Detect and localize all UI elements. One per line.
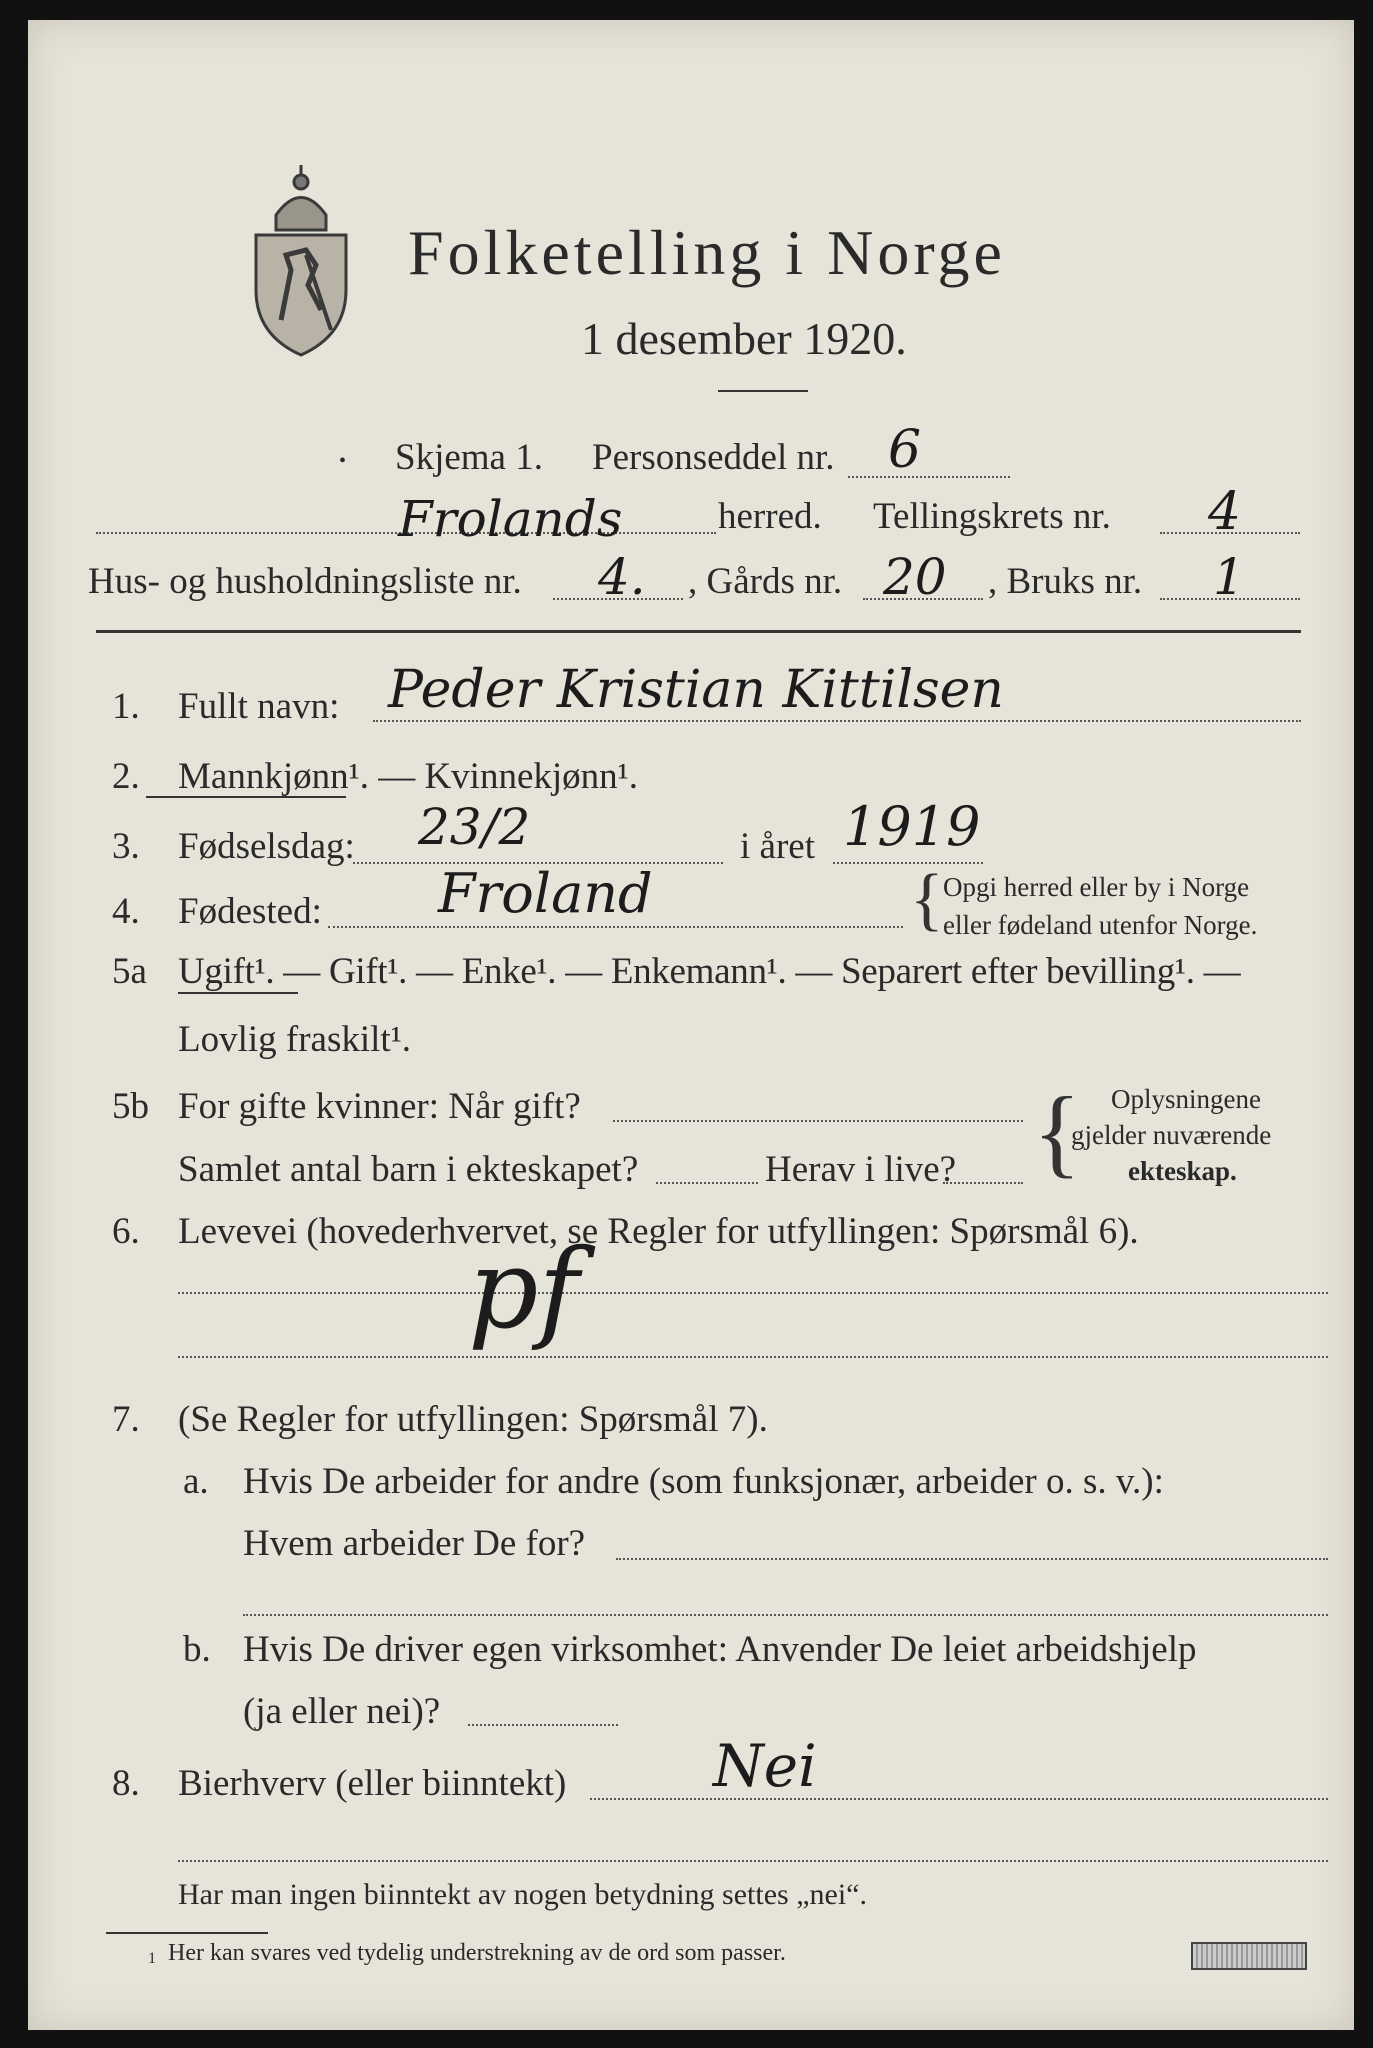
q3-year-line (833, 862, 983, 864)
skjema-label: Skjema 1. (395, 437, 543, 478)
birthplace-value: Froland (438, 862, 653, 925)
q7a-label: a. (183, 1461, 209, 1502)
q5b-line2b: Herav i live? (765, 1149, 957, 1190)
census-date: 1 desember 1920. (581, 313, 907, 364)
q4-note-line2: eller fødeland utenfor Norge. (943, 910, 1258, 940)
side-income-value: Nei (713, 1732, 817, 1800)
q6-number: 6. (112, 1211, 140, 1252)
q5b-number: 5b (112, 1086, 149, 1127)
q5b-note1: Oplysningene (1111, 1084, 1261, 1114)
q3-year-label: i året (740, 826, 815, 867)
title-divider (718, 390, 808, 392)
q2-gender-options: Mannkjønn¹. — Kvinnekjønn¹. (178, 756, 638, 797)
q7a-line2: Hvem arbeider De for? (243, 1523, 586, 1564)
q6-text: Levevei (hovederhvervet, se Regler for utfyllingen: Spørsmål 6). (178, 1211, 1139, 1252)
q7a-field2 (243, 1614, 1328, 1616)
printer-stamp (1191, 1942, 1307, 1970)
bullet-dot: • (339, 450, 347, 472)
q5a-line2: Lovlig fraskilt¹. (178, 1019, 412, 1060)
q7b-line2: (ja eller nei)? (243, 1691, 441, 1732)
q7a-field1 (616, 1558, 1328, 1560)
q5b-note2: gjelder nuværende (1071, 1120, 1272, 1150)
norwegian-coat-of-arms-icon (246, 160, 356, 360)
header-rule (96, 630, 1301, 633)
gards-value: 20 (883, 548, 947, 606)
q7b-field (468, 1724, 618, 1726)
q5b-note3: ekteskap. (1128, 1156, 1237, 1186)
personseddel-line (848, 476, 1010, 478)
q5b-line2a: Samlet antal barn i ekteskapet? (178, 1149, 639, 1190)
q3-label: Fødselsdag: (178, 826, 355, 867)
q8-label: Bierhverv (eller biinntekt) (178, 1763, 567, 1804)
occupation-value: pf (468, 1225, 580, 1353)
birthdate-value: 23/2 (418, 798, 531, 856)
q4-note-line1: Opgi herred eller by i Norge (943, 872, 1250, 902)
q6-line1 (178, 1292, 1328, 1294)
q4-label: Fødested: (178, 891, 322, 932)
q8-note: Har man ingen biinntekt av nogen betydning settes „nei“. (178, 1878, 867, 1911)
q4-brace: { (910, 861, 944, 938)
q5a-underline (178, 992, 298, 994)
tellingskrets-label: Tellingskrets nr. (873, 496, 1111, 537)
birthyear-value: 1919 (843, 795, 981, 858)
q6-line2 (178, 1356, 1328, 1358)
q8-line1 (590, 1798, 1328, 1800)
tellingskrets-value: 4 (1208, 482, 1242, 542)
herred-value: Frolands (398, 490, 623, 548)
q4-number: 4. (112, 891, 140, 932)
q1-label: Fullt navn: (178, 686, 340, 727)
page-title: Folketelling i Norge (408, 217, 1006, 288)
gards-label: , Gårds nr. (688, 561, 843, 602)
personseddel-label: Personseddel nr. (592, 437, 835, 478)
q3-number: 3. (112, 826, 140, 867)
q7a-line1: Hvis De arbeider for andre (som funksjonær, arbeider o. s. v.): (243, 1461, 1164, 1502)
personseddel-value: 6 (888, 420, 922, 480)
bruks-label: , Bruks nr. (988, 561, 1143, 602)
bruks-value: 1 (1213, 548, 1245, 606)
footnote-marker: 1 (148, 1950, 156, 1967)
q7b-line1: Hvis De driver egen virksomhet: Anvender De leiet arbeidshjelp (243, 1629, 1197, 1670)
footnote-text: Her kan svares ved tydelig understrekning av de ord som passer. (168, 1940, 786, 1966)
q5b-line1: For gifte kvinner: Når gift? (178, 1086, 581, 1127)
footnote-rule (106, 1932, 268, 1934)
q4-line (328, 926, 903, 928)
hus-value: 4. (598, 548, 646, 606)
q5b-children-field (656, 1182, 758, 1184)
q1-line (373, 720, 1301, 722)
hus-label: Hus- og husholdningsliste nr. (88, 561, 522, 602)
q7-text: (Se Regler for utfyllingen: Spørsmål 7). (178, 1399, 768, 1440)
q5b-line1-field (613, 1120, 1023, 1122)
q8-line2 (178, 1860, 1328, 1862)
q2-number: 2. (112, 756, 140, 797)
q5a-line1: Ugift¹. — Gift¹. — Enke¹. — Enkemann¹. — Separert efter bevilling¹. — (178, 951, 1241, 992)
q5a-number: 5a (112, 951, 147, 992)
census-form (28, 20, 1354, 2030)
q7-number: 7. (112, 1399, 140, 1440)
q2-underline (146, 796, 346, 798)
q8-number: 8. (112, 1763, 140, 1804)
q7b-label: b. (183, 1629, 211, 1670)
q5b-alive-field (943, 1182, 1023, 1184)
q1-number: 1. (112, 686, 140, 727)
q5b-brace: { (1033, 1076, 1081, 1187)
full-name-value: Peder Kristian Kittilsen (388, 660, 1004, 720)
herred-label: herred. (718, 496, 822, 537)
